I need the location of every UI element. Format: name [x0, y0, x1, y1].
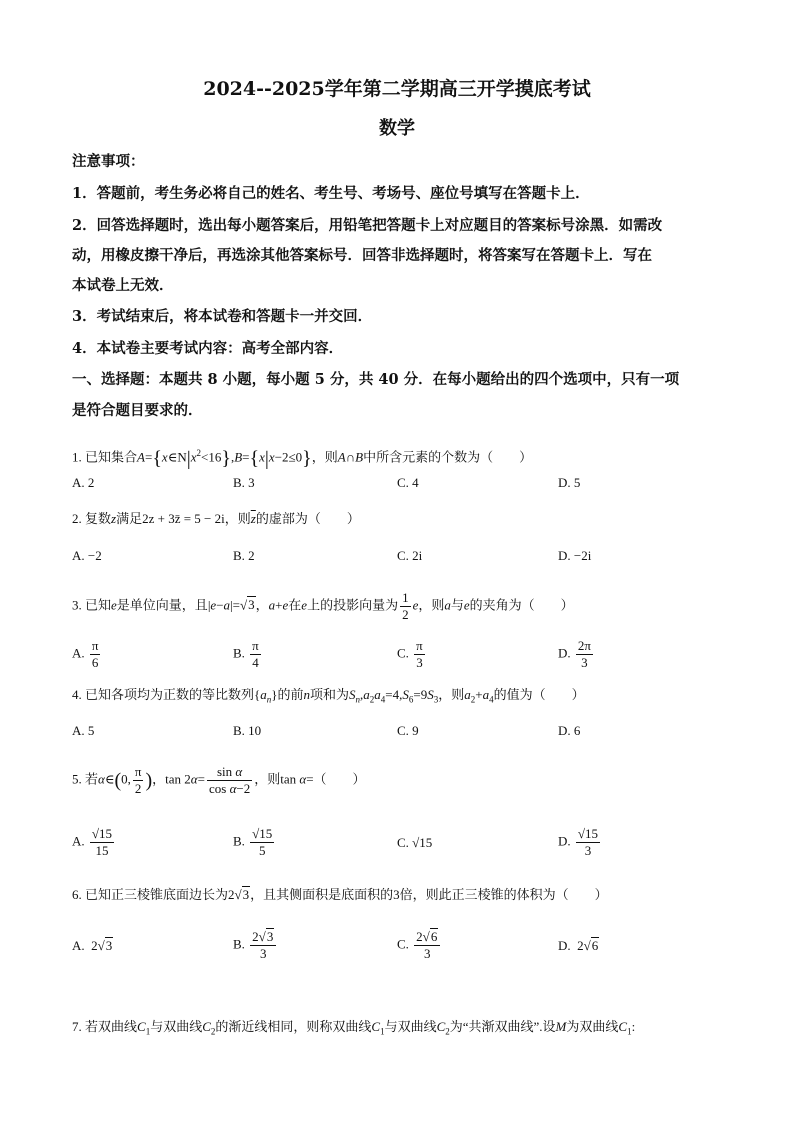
option-num: π	[416, 638, 423, 653]
option-label: B.	[233, 833, 245, 849]
notice-item-2-cont2: 本试卷上无效．	[72, 277, 174, 294]
notice-item-text: 答题前，考生务必将自己的姓名、考生号、考场号、座位号填写在答题卡上．	[96, 185, 590, 202]
option-c: C. 9	[397, 723, 419, 738]
question-2: 2. 复数z满足2z + 3z̄ = 5 − 2i，则$\overline{z}$的虚部为（ ）	[72, 511, 360, 526]
notice-item-num: 3．	[72, 308, 97, 325]
option-b: B. $\frac{2√3}{3}$	[233, 929, 278, 962]
option-c: C. $\frac{2√6}{3}$	[397, 929, 442, 962]
question-text: 的前	[277, 687, 304, 702]
notice-item-1	[72, 184, 590, 204]
question-text: 为“共渐双曲线”.设	[449, 1019, 556, 1034]
option-den: 3	[416, 655, 423, 670]
question-stem: 7. 若双曲线	[72, 1019, 138, 1034]
option-num: √15	[91, 826, 113, 841]
question-text: 中所含元素的个数为（ ）	[363, 449, 533, 465]
question-text: ，	[152, 771, 166, 787]
notice-item-text: 本试卷主要考试内容：高考全部内容．	[96, 340, 344, 357]
option-c	[397, 832, 432, 854]
question-text: ，则	[438, 687, 465, 702]
question-text: ，且其侧面积是底面积的3倍，则此正三棱锥的体积为（ ）	[250, 887, 608, 902]
option-a: A. 5	[72, 723, 95, 738]
question-text: ，	[255, 597, 269, 613]
question-text: 与	[450, 597, 464, 613]
option-b: B. 10	[233, 723, 262, 738]
question-text: 与双曲线	[150, 1019, 203, 1034]
question-stem: 4. 已知各项均为正数的等比数列	[72, 687, 255, 702]
option-den: 15	[95, 843, 109, 858]
option-num: √15	[577, 826, 599, 841]
option-den: 3	[581, 655, 588, 670]
question-text: =（ ）	[306, 771, 366, 787]
option-den: 5	[258, 843, 266, 858]
option-d: D. 6	[558, 723, 581, 738]
option-b	[233, 826, 276, 859]
option-den: 4	[252, 655, 259, 670]
notice-item-num: 4．	[72, 340, 97, 357]
option-a	[72, 826, 116, 859]
question-text: 在	[288, 597, 302, 613]
option-label: D.	[558, 833, 571, 849]
notice-item-num: 1．	[72, 185, 97, 202]
option-c	[397, 638, 427, 671]
question-text: ，则	[418, 597, 445, 613]
question-stem: 3. 已知	[72, 597, 112, 613]
question-equation: 2z + 3z̄ = 5 − 2i	[142, 511, 225, 526]
option-d: D. 2√6	[558, 938, 599, 953]
option-label: A.	[72, 938, 85, 953]
question-text: :	[631, 1019, 636, 1034]
question-stem: 1. 已知集合	[72, 449, 138, 465]
option-d: D. −2i	[558, 548, 592, 563]
option-d: D. 5	[558, 475, 581, 490]
question-text: 的夹角为（ ）	[469, 597, 574, 613]
section-heading: 一、选择题：本题共 8 小题，每小题 5 分，共 40 分．在每小题给出的四个选项中，只有一项	[72, 371, 680, 388]
option-den: 3	[584, 843, 592, 858]
question-text: ，则	[254, 771, 281, 787]
question-text: 满足	[116, 511, 143, 526]
option-a: A. 2√3	[72, 938, 113, 953]
question-text: 的渐近线相同，则称双曲线	[215, 1019, 372, 1034]
notice-item-text: 考试结束后，将本试卷和答题卡一并交回．	[96, 308, 373, 325]
option-label: B.	[233, 645, 245, 661]
option-b: B. 3	[233, 475, 255, 490]
question-text: 上的投影向量为	[307, 597, 399, 613]
option-label: C.	[397, 835, 409, 850]
question-1: 1. 已知集合$A=\{x\in N|x^2<16\},B=\{x|x-2\le 0\}$，则A∩B中所含元素的个数为（ ）	[72, 447, 533, 470]
question-4: 4. 已知各项均为正数的等比数列$\{a_n\}$的前n项和为$S_n,a_2a_4=4,S_6=9S_3$，则$a_2+a_4$的值为（ ）	[72, 687, 585, 705]
option-label: D.	[558, 938, 571, 953]
question-text: ，则	[311, 449, 338, 465]
question-6: 6. 已知正三棱锥底面边长为2√3，且其侧面积是底面积的3倍，则此正三棱锥的体积为（ ）	[72, 887, 608, 902]
question-5: 5. 若α∈(0, $\frac{\pi}{2}$ )，tan 2α= $\frac{\text{sin α}}{\text{cos α−2}}$ ，则tan α=（ ）	[72, 764, 366, 796]
option-b	[233, 638, 263, 671]
option-value: √15	[412, 835, 433, 850]
option-b: B. 2	[233, 548, 255, 563]
notice-item-4	[72, 339, 343, 359]
exam-subject: 数学	[379, 118, 415, 139]
option-label: A.	[72, 645, 85, 661]
option-label: C.	[397, 645, 409, 661]
section-heading-cont: 是符合题目要求的．	[72, 402, 203, 419]
notice-item-2-cont: 动，用橡皮擦干净后，再选涂其他答案标号．回答非选择题时，将答案写在答题卡上．写在	[72, 247, 652, 264]
question-text: ，则	[224, 511, 251, 526]
option-a	[72, 638, 102, 671]
option-c: C. 4	[397, 475, 419, 490]
question-text: 是单位向量，且	[116, 597, 208, 613]
option-num: √15	[252, 826, 273, 841]
question-text: 项和为	[310, 687, 350, 702]
question-text: 的虚部为（ ）	[255, 511, 360, 526]
question-text: 与双曲线	[384, 1019, 437, 1034]
question-text: 的值为（ ）	[493, 687, 585, 702]
exam-title: 2024--2025学年第二学期高三开学摸底考试	[203, 78, 591, 100]
option-label: C.	[397, 936, 409, 952]
notice-item-2	[72, 216, 662, 236]
notice-item-num: 2．	[72, 217, 97, 234]
option-d	[558, 638, 595, 671]
question-stem: 2. 复数	[72, 511, 112, 526]
question-3: 3. 已知e是单位向量，且|e−a|=√3，a+e在e上的投影向量为 $\frac{1}{2}$ e，则a与e的夹角为（ ）	[72, 590, 574, 622]
option-num: π	[91, 638, 99, 653]
question-7: 7. 若双曲线$C_1$与双曲线$C_2$的渐近线相同，则称双曲线$C_1$与双曲线$C_2$为“共渐双曲线”.设M为双曲线$C_1$:	[72, 1019, 636, 1037]
option-num: 2π	[577, 638, 591, 653]
question-stem: 5. 若	[72, 771, 99, 787]
option-label: B.	[233, 936, 245, 952]
question-text: 为双曲线	[566, 1019, 619, 1034]
option-d	[558, 826, 602, 859]
notice-item-text: 回答选择题时，选出每小题答案后，用铅笔把答题卡上对应题目的答案标号涂黑．如需改	[96, 217, 663, 234]
option-a: A. 2	[72, 475, 95, 490]
notice-heading: 注意事项：	[72, 153, 145, 170]
notice-item-3	[72, 307, 372, 327]
option-a: A. −2	[72, 548, 102, 563]
option-label: A.	[72, 833, 85, 849]
option-num: π	[252, 638, 259, 653]
option-label: D.	[558, 645, 571, 661]
option-den: 6	[91, 655, 99, 670]
question-stem: 6. 已知正三棱锥底面边长为	[72, 887, 229, 902]
option-c: C. 2i	[397, 548, 423, 563]
